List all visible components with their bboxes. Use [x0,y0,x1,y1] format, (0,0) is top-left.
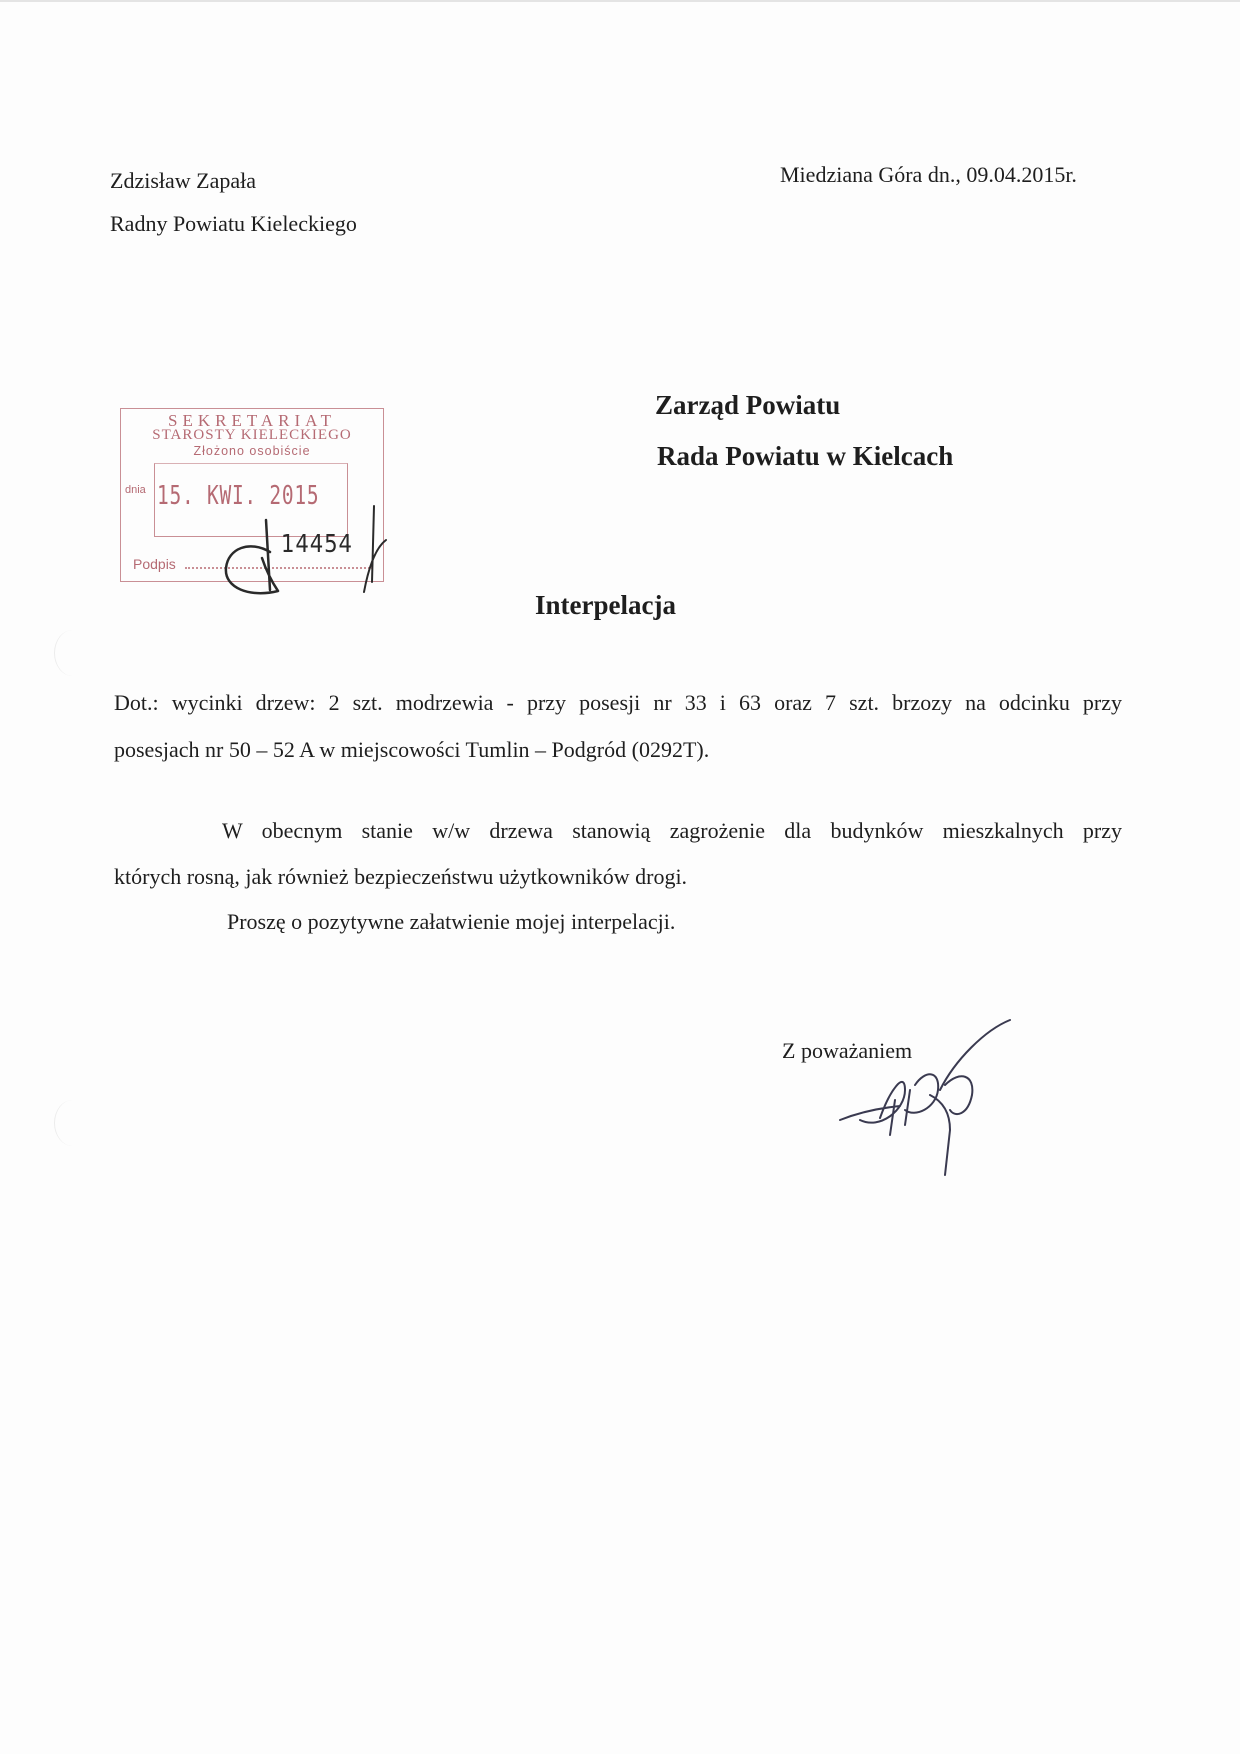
sender-title: Radny Powiatu Kieleckiego [110,211,357,236]
recipient-line1: Zarząd Powiatu [655,390,841,420]
stamp-date: 15. KWI. 2015 [157,481,320,511]
recipient-line2: Rada Powiatu w Kielcach [657,441,954,471]
body-line-3: Proszę o pozytywne załatwienie mojej interpelacji. [227,909,676,934]
closing-salutation: Z poważaniem [782,1038,913,1063]
stamp-registration-number: 14454 [281,529,353,558]
stamp-signature-line [185,567,373,569]
sender-name: Zdzisław Zapała [110,168,256,193]
place-date: Miedziana Góra dn., 09.04.2015r. [780,162,1077,187]
document-heading: Interpelacja [535,590,676,620]
stamp-authority-label: STAROSTY KIELECKIEGO [152,427,352,443]
subject-line-2: posesjach nr 50 – 52 A w miejscowości Tumlin – Podgród (0292T). [114,737,710,762]
scan-edge [0,0,1240,2]
stamp-date-label: dnia [125,484,146,496]
subject-line-1: Dot.: wycinki drzew: 2 szt. modrzewia - przy posesji nr 33 i 63 oraz 7 szt. brzozy na odcinku przy [114,690,1122,715]
stamp-delivery-label: Złożono osobiście [193,444,311,458]
stamp-office-label: SEKRETARIAT [168,411,336,430]
punch-hole-top [54,630,91,676]
body-line-1: W obecnym stanie w/w drzewa stanowią zagrożenie dla budynków mieszkalnych przy [222,818,1122,843]
stamp-signature-label: Podpis [133,556,176,572]
body-line-2: których rosną, jak również bezpieczeństwu użytkowników drogi. [114,864,688,889]
punch-hole-bottom [54,1100,91,1146]
